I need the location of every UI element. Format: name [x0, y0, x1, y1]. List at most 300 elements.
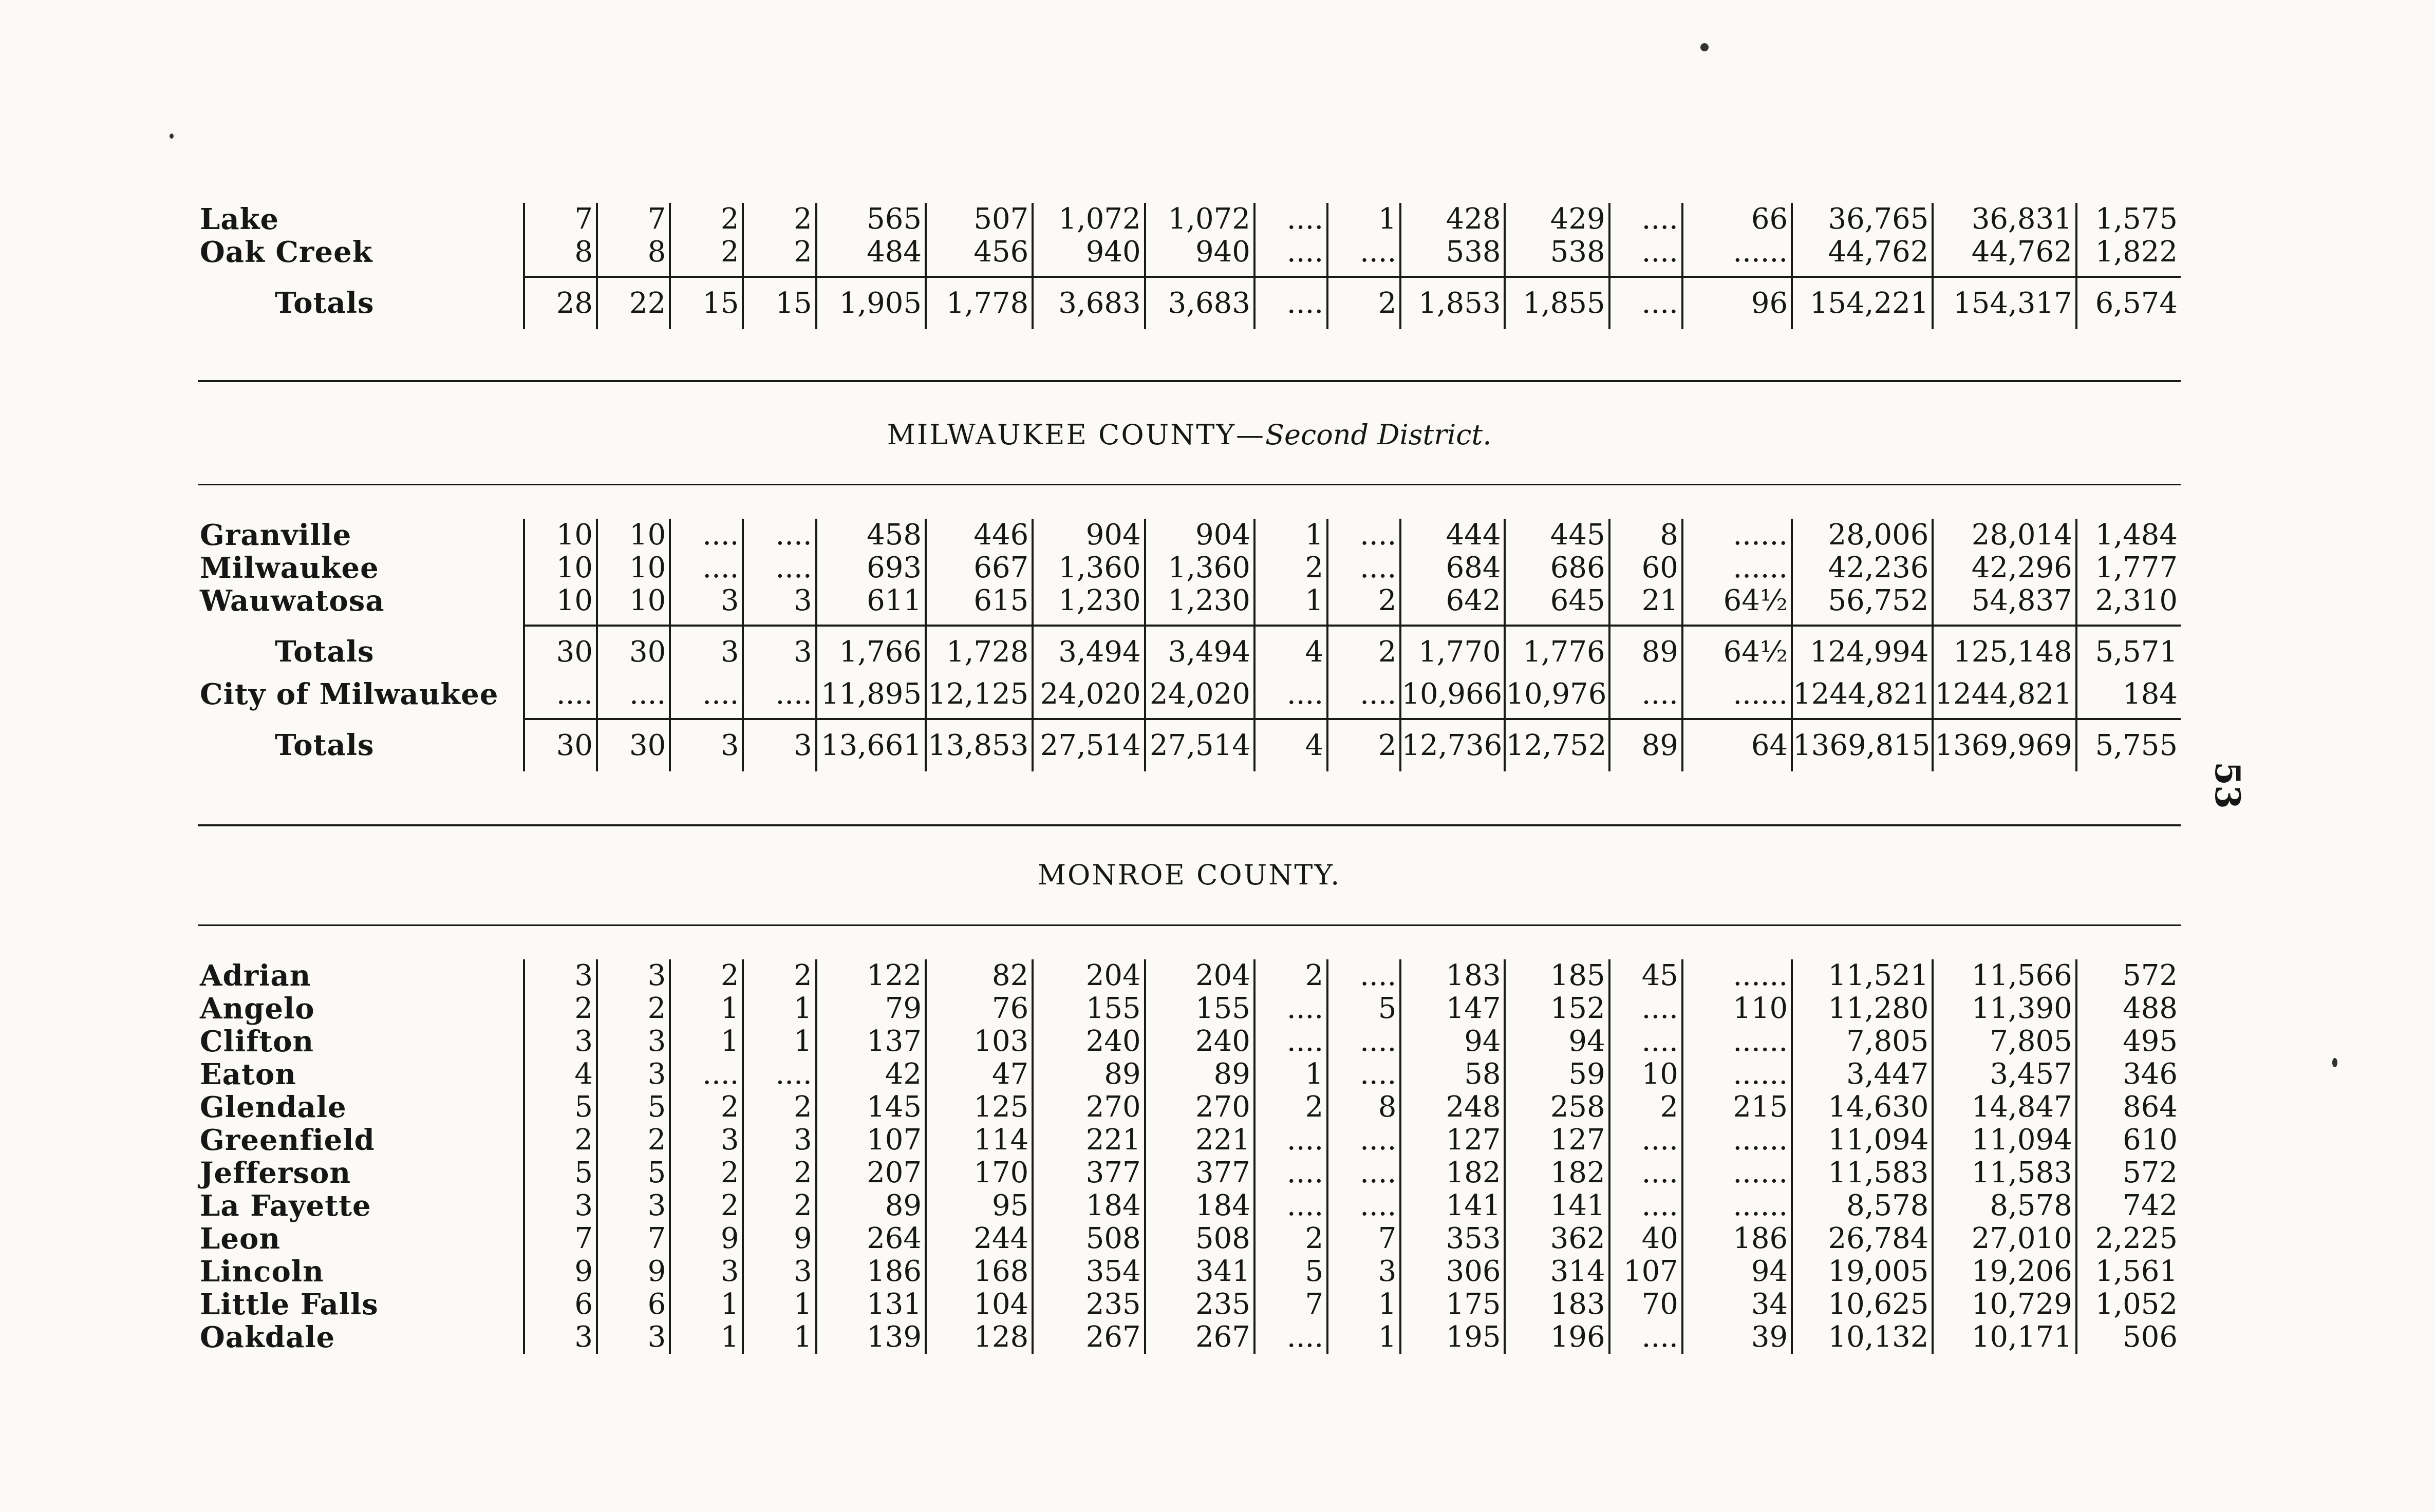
section-rule — [198, 824, 2181, 826]
rule-cell — [1933, 269, 2076, 277]
table-cell: 1 — [1327, 1321, 1400, 1354]
table-cell: 611 — [816, 584, 926, 617]
table-cell: 40 — [1609, 1222, 1682, 1255]
table-cell: 154,317 — [1933, 277, 2076, 329]
table-cell: 1,905 — [816, 277, 926, 329]
table-cell: 2,225 — [2095, 1222, 2178, 1255]
table-row — [198, 1058, 2181, 1091]
table-cell: 155 — [1033, 992, 1145, 1025]
table-cell: 864 — [2123, 1090, 2178, 1124]
table-cell: 1244,821 — [1933, 678, 2076, 711]
table-cell: 3,457 — [1933, 1058, 2076, 1091]
table-cell: 147 — [1400, 992, 1505, 1025]
table-cell: 56,752 — [1792, 584, 1933, 617]
table-cell: 3 — [524, 1189, 597, 1222]
table-cell: 1 — [743, 1321, 816, 1354]
table-cell: 89 — [1145, 1058, 1254, 1091]
table-cell: 235 — [1033, 1288, 1145, 1321]
rule-cell — [1033, 269, 1145, 277]
row-label: Eaton — [198, 1058, 524, 1091]
table-cell: 14,847 — [1933, 1091, 2076, 1124]
table-cell: 10 — [1609, 1058, 1682, 1091]
table-cell: 3 — [524, 1321, 597, 1354]
table-cell: 1 — [1327, 203, 1400, 236]
table-cell: 3,447 — [1792, 1058, 1933, 1091]
table-cell: 122 — [816, 959, 926, 992]
rule-cell — [524, 269, 597, 277]
table-cell: 60 — [1609, 552, 1682, 584]
rule-cell — [597, 617, 670, 626]
table-cell: 5 — [1327, 992, 1400, 1025]
table-cell: 184 — [1033, 1189, 1145, 1222]
table-cell: 11,280 — [1792, 992, 1933, 1025]
table-cell: 64 — [1682, 719, 1792, 771]
rule-cell — [926, 711, 1033, 719]
table-cell: 2 — [670, 203, 743, 236]
rule-cell — [597, 269, 670, 277]
table-cell: 15 — [743, 277, 816, 329]
table-cell: 155 — [1145, 992, 1254, 1025]
table-cell: .... — [1327, 1025, 1400, 1058]
monroe-heading-text: MONROE COUNTY. — [1037, 859, 1341, 891]
table-cell: 1,072 — [1145, 203, 1254, 236]
rule-cell — [743, 269, 816, 277]
table-cell: .... — [1254, 1189, 1327, 1222]
table-cell: 79 — [816, 992, 926, 1025]
table-cell: 182 — [1505, 1157, 1609, 1189]
table-cell: 377 — [1145, 1157, 1254, 1189]
table-cell: 30 — [597, 719, 670, 771]
table-cell: 1 — [1254, 584, 1327, 617]
table-cell: 9 — [597, 1255, 670, 1288]
table-cell: 11,895 — [816, 678, 926, 711]
table-row — [198, 519, 2181, 552]
table-cell: 82 — [926, 959, 1033, 992]
table-cell: 1244,821 — [1792, 678, 1933, 711]
table-cell: 495 — [2123, 1025, 2178, 1058]
table-cell: 1,777 — [2095, 551, 2178, 584]
table-cell: 3 — [670, 584, 743, 617]
table-cell: 204 — [1033, 959, 1145, 992]
table-cell: 89 — [1033, 1058, 1145, 1091]
table-cell: 70 — [1609, 1288, 1682, 1321]
table-cell: 76 — [926, 992, 1033, 1025]
table-cell: 2 — [1254, 959, 1327, 992]
table-cell: 5,755 — [2095, 729, 2178, 762]
table-cell: 64½ — [1682, 626, 1792, 678]
table-cell: 4 — [1254, 719, 1327, 771]
table-cell: 1,778 — [926, 277, 1033, 329]
table-cell: 2 — [597, 1124, 670, 1157]
table-cell: 7 — [524, 203, 597, 236]
table-cell: ...... — [1682, 1058, 1792, 1091]
row-label: La Fayette — [198, 1189, 524, 1222]
table-cell: 508 — [1145, 1222, 1254, 1255]
table-cell: 185 — [1505, 959, 1609, 992]
table-cell: 6 — [524, 1288, 597, 1321]
table-cell: 125 — [926, 1091, 1033, 1124]
table-cell: 204 — [1145, 959, 1254, 992]
table-cell: ...... — [1682, 552, 1792, 584]
table-cell: 2 — [743, 236, 816, 269]
table-row — [198, 1091, 2181, 1124]
table-cell: 27,010 — [1933, 1222, 2076, 1255]
scan-speck — [2332, 1058, 2337, 1067]
milwaukee-heading-text: MILWAUKEE COUNTY— — [887, 419, 1266, 451]
table-cell: 10 — [524, 552, 597, 584]
table-row — [198, 992, 2181, 1025]
table-cell: 39 — [1682, 1321, 1792, 1354]
table-cell: 2 — [524, 1124, 597, 1157]
totals-row — [198, 626, 2181, 678]
table-cell: 11,390 — [1933, 992, 2076, 1025]
rule-cell — [597, 711, 670, 719]
table-cell: 1 — [670, 1321, 743, 1354]
rule-cell — [1145, 711, 1254, 719]
table-cell: 110 — [1682, 992, 1792, 1025]
row-label: Totals — [198, 719, 524, 771]
table-cell: 125,148 — [1933, 626, 2076, 678]
table-cell: 94 — [1505, 1025, 1609, 1058]
table-cell: 2 — [743, 1157, 816, 1189]
table-cell: 186 — [1682, 1222, 1792, 1255]
table-cell: 642 — [1400, 584, 1505, 617]
table-cell: 24,020 — [1145, 678, 1254, 711]
table-cell: 27,514 — [1145, 719, 1254, 771]
table-cell: 2 — [1327, 277, 1400, 329]
table-cell: 89 — [1609, 626, 1682, 678]
table-cell: 10 — [597, 519, 670, 552]
table-cell: 484 — [816, 236, 926, 269]
table-cell: 184 — [1145, 1189, 1254, 1222]
table-cell: 1 — [670, 1288, 743, 1321]
scan-speck — [1700, 43, 1709, 51]
table-cell: 114 — [926, 1124, 1033, 1157]
row-label: Leon — [198, 1222, 524, 1255]
table-cell: 89 — [816, 1189, 926, 1222]
table-cell: 3 — [743, 1255, 816, 1288]
totals-row — [198, 719, 2181, 771]
table-cell: 2 — [743, 203, 816, 236]
table-cell: 1,855 — [1505, 277, 1609, 329]
table-cell: .... — [1609, 1124, 1682, 1157]
table-cell: 572 — [2123, 1156, 2178, 1189]
table-cell: 207 — [816, 1157, 926, 1189]
milwaukee-heading — [198, 419, 2181, 451]
table-cell: 215 — [1682, 1091, 1792, 1124]
table-cell: 2 — [1254, 1222, 1327, 1255]
table-cell: 341 — [1145, 1255, 1254, 1288]
table-cell: 7 — [597, 203, 670, 236]
table-cell: 152 — [1505, 992, 1609, 1025]
table-cell: 565 — [816, 203, 926, 236]
table-cell: .... — [1609, 236, 1682, 269]
table-cell: 9 — [743, 1222, 816, 1255]
table-cell: .... — [1327, 1157, 1400, 1189]
table-cell: 3 — [597, 1321, 670, 1354]
table-row — [198, 1255, 2181, 1288]
table-cell: 183 — [1400, 959, 1505, 992]
table-cell: 15 — [670, 277, 743, 329]
row-label: Greenfield — [198, 1124, 524, 1157]
section-rule — [198, 380, 2181, 382]
table-cell: 28,014 — [1933, 519, 2076, 552]
table-cell: 693 — [816, 552, 926, 584]
table-cell: .... — [670, 1058, 743, 1091]
table-cell: 13,661 — [816, 719, 926, 771]
table-cell: 11,521 — [1792, 959, 1933, 992]
table-cell: 1 — [743, 1288, 816, 1321]
table-cell: 1 — [743, 1025, 816, 1058]
row-label: Oak Creek — [198, 236, 524, 269]
table-cell: 1,561 — [2095, 1255, 2178, 1288]
table-cell: 44,762 — [1792, 236, 1933, 269]
table-cell: 572 — [2123, 959, 2178, 992]
rule-cell — [926, 269, 1033, 277]
table-cell: 248 — [1400, 1091, 1505, 1124]
table-cell: 2 — [670, 959, 743, 992]
table-cell: .... — [1609, 1025, 1682, 1058]
table-cell: 428 — [1400, 203, 1505, 236]
table-cell: 1 — [743, 992, 816, 1025]
table-cell: 12,736 — [1400, 719, 1505, 771]
table-cell: .... — [1609, 992, 1682, 1025]
table-cell: 107 — [816, 1124, 926, 1157]
row-label: Clifton — [198, 1025, 524, 1058]
table-cell: .... — [1327, 1058, 1400, 1091]
table-cell: 506 — [2123, 1320, 2178, 1354]
rule-cell — [1400, 269, 1505, 277]
table-cell: 3 — [743, 584, 816, 617]
table-cell: 267 — [1145, 1321, 1254, 1354]
table-cell: 141 — [1400, 1189, 1505, 1222]
row-label: Oakdale — [198, 1321, 524, 1354]
row-label: Angelo — [198, 992, 524, 1025]
row-label: Jefferson — [198, 1157, 524, 1189]
table-cell: 195 — [1400, 1321, 1505, 1354]
table-row — [198, 1321, 2181, 1354]
table-cell: 47 — [926, 1058, 1033, 1091]
table-cell: 7 — [524, 1222, 597, 1255]
row-label: Granville — [198, 519, 524, 552]
rule-cell — [1792, 269, 1933, 277]
table-cell: 22 — [597, 277, 670, 329]
table-cell: 59 — [1505, 1058, 1609, 1091]
rule-cell — [1682, 711, 1792, 719]
table-cell: 444 — [1400, 519, 1505, 552]
rule-cell — [1033, 711, 1145, 719]
table-cell: 36,765 — [1792, 203, 1933, 236]
table-cell: 1,728 — [926, 626, 1033, 678]
table-cell: .... — [1254, 1157, 1327, 1189]
table-cell: 66 — [1682, 203, 1792, 236]
table-cell: 2 — [1609, 1091, 1682, 1124]
table-cell: 3 — [670, 626, 743, 678]
rule-cell — [198, 617, 524, 626]
table-cell: 615 — [926, 584, 1033, 617]
table-cell: 940 — [1145, 236, 1254, 269]
table-cell: 3 — [670, 719, 743, 771]
rule-cell — [1933, 711, 2076, 719]
table-cell: 2 — [1254, 552, 1327, 584]
table-cell: 30 — [597, 626, 670, 678]
rule-cell — [198, 269, 524, 277]
table-cell: 11,583 — [1792, 1157, 1933, 1189]
monroe-table — [198, 959, 2181, 1354]
table-cell: 94 — [1400, 1025, 1505, 1058]
table-cell: .... — [1327, 678, 1400, 711]
table-cell: 11,094 — [1792, 1124, 1933, 1157]
table-cell: 107 — [1609, 1255, 1682, 1288]
table-cell: 244 — [926, 1222, 1033, 1255]
table-cell: 353 — [1400, 1222, 1505, 1255]
table-cell: 1,766 — [816, 626, 926, 678]
section-rule — [198, 484, 2181, 485]
table-cell: 2 — [743, 959, 816, 992]
rule-cell — [2076, 617, 2181, 626]
table-cell: 1,484 — [2095, 518, 2178, 552]
rule-cell — [1505, 269, 1609, 277]
table-cell: 1,822 — [2095, 235, 2178, 269]
rule-cell — [524, 711, 597, 719]
rule-cell — [670, 269, 743, 277]
table-cell: 508 — [1033, 1222, 1145, 1255]
table-cell: 667 — [926, 552, 1033, 584]
table-cell: 30 — [524, 719, 597, 771]
table-cell: 42 — [816, 1058, 926, 1091]
total-rule — [198, 711, 2181, 719]
rule-cell — [1682, 617, 1792, 626]
rule-cell — [1933, 617, 2076, 626]
table-cell: 141 — [1505, 1189, 1609, 1222]
table-cell: 1369,969 — [1933, 719, 2076, 771]
table-cell: 1,360 — [1033, 552, 1145, 584]
table-cell: 131 — [816, 1288, 926, 1321]
table-cell: 940 — [1033, 236, 1145, 269]
table-cell: 1,052 — [2095, 1288, 2178, 1321]
table-cell: 3 — [597, 1025, 670, 1058]
table-cell: 10 — [524, 519, 597, 552]
table-cell: 1369,815 — [1792, 719, 1933, 771]
rule-cell — [1400, 711, 1505, 719]
table-cell: 458 — [816, 519, 926, 552]
rule-cell — [1327, 269, 1400, 277]
table-cell: 7 — [1254, 1288, 1327, 1321]
rule-cell — [1505, 711, 1609, 719]
table-cell: 429 — [1505, 203, 1609, 236]
table-cell: 314 — [1505, 1255, 1609, 1288]
row-label: Adrian — [198, 959, 524, 992]
row-label: Milwaukee — [198, 552, 524, 584]
table-cell: .... — [743, 678, 816, 711]
table-cell: 3 — [597, 959, 670, 992]
table-cell: 362 — [1505, 1222, 1609, 1255]
table-cell: 5 — [597, 1091, 670, 1124]
table-cell: 45 — [1609, 959, 1682, 992]
table-cell: 1 — [1327, 1288, 1400, 1321]
table-row — [198, 1288, 2181, 1321]
table-cell: 103 — [926, 1025, 1033, 1058]
rule-cell — [1609, 617, 1682, 626]
table-cell: 445 — [1505, 519, 1609, 552]
table-cell: 127 — [1400, 1124, 1505, 1157]
table-cell: 170 — [926, 1157, 1033, 1189]
table-cell: 8,578 — [1792, 1189, 1933, 1222]
rule-cell — [1609, 711, 1682, 719]
table-cell: 128 — [926, 1321, 1033, 1354]
table-cell: .... — [1327, 1124, 1400, 1157]
table-cell: 1,575 — [2095, 202, 2178, 236]
table-cell: 221 — [1145, 1124, 1254, 1157]
table-cell: ...... — [1682, 519, 1792, 552]
table-cell: 11,583 — [1933, 1157, 2076, 1189]
section-rule — [198, 924, 2181, 926]
table-cell: 3,683 — [1033, 277, 1145, 329]
table-cell: 8,578 — [1933, 1189, 2076, 1222]
rule-cell — [198, 711, 524, 719]
table-cell: .... — [1327, 1189, 1400, 1222]
table-cell: .... — [1254, 1321, 1327, 1354]
table-cell: 26,784 — [1792, 1222, 1933, 1255]
table-cell: 2 — [670, 1157, 743, 1189]
rule-cell — [816, 269, 926, 277]
table-cell: 306 — [1400, 1255, 1505, 1288]
rule-cell — [1254, 711, 1327, 719]
table-cell: 2 — [743, 1189, 816, 1222]
table-cell: 183 — [1505, 1288, 1609, 1321]
table-cell: ...... — [1682, 678, 1792, 711]
table-cell: 10,729 — [1933, 1288, 2076, 1321]
table-cell: 10,132 — [1792, 1321, 1933, 1354]
table-cell: 10,625 — [1792, 1288, 1933, 1321]
table-cell: 377 — [1033, 1157, 1145, 1189]
table-cell: 168 — [926, 1255, 1033, 1288]
table-cell: 1 — [670, 992, 743, 1025]
table-cell: 182 — [1400, 1157, 1505, 1189]
table-cell: 96 — [1682, 277, 1792, 329]
table-cell: 10 — [597, 584, 670, 617]
table-cell: 538 — [1400, 236, 1505, 269]
table-row — [198, 584, 2181, 617]
table-cell: ...... — [1682, 1157, 1792, 1189]
table-cell: 19,005 — [1792, 1255, 1933, 1288]
table-cell: 7 — [597, 1222, 670, 1255]
table-row — [198, 1189, 2181, 1222]
table-cell: 14,630 — [1792, 1091, 1933, 1124]
table-cell: 354 — [1033, 1255, 1145, 1288]
table-cell: .... — [670, 519, 743, 552]
rule-cell — [1254, 617, 1327, 626]
table-row — [198, 1124, 2181, 1157]
table-cell: 89 — [1609, 719, 1682, 771]
table-cell: .... — [597, 678, 670, 711]
table-cell: 27,514 — [1033, 719, 1145, 771]
table-row — [198, 959, 2181, 992]
table-cell: 154,221 — [1792, 277, 1933, 329]
table-cell: 240 — [1145, 1025, 1254, 1058]
rule-cell — [2076, 711, 2181, 719]
table-cell: 64½ — [1682, 584, 1792, 617]
table-cell: 9 — [524, 1255, 597, 1288]
rule-cell — [1792, 617, 1933, 626]
table-cell: 538 — [1505, 236, 1609, 269]
table-row — [198, 1222, 2181, 1255]
table-cell: 10,171 — [1933, 1321, 2076, 1354]
rule-cell — [1609, 269, 1682, 277]
table-cell: 264 — [816, 1222, 926, 1255]
table-cell: .... — [1254, 203, 1327, 236]
table-cell: 7,805 — [1792, 1025, 1933, 1058]
